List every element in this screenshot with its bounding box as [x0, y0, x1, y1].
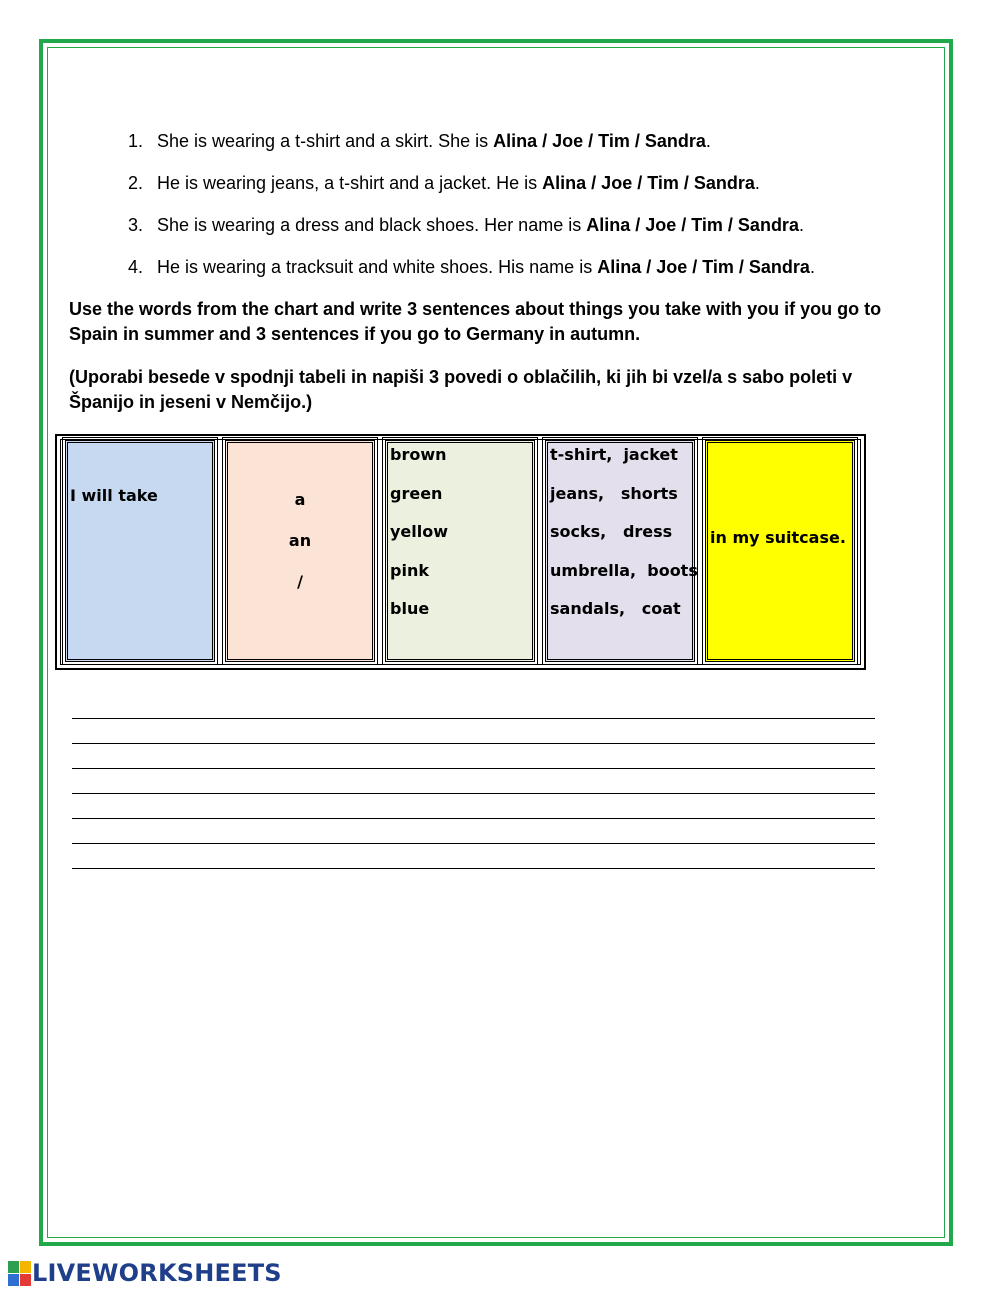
chart-column-ending [705, 440, 855, 662]
writing-line[interactable] [72, 794, 875, 819]
clothes-item: jeans, shorts [550, 483, 678, 503]
writing-line[interactable] [72, 844, 875, 869]
writing-line[interactable] [72, 744, 875, 769]
question-item [128, 254, 908, 280]
liveworksheets-logo-icon [8, 1261, 30, 1285]
chart-column-clothes [545, 440, 698, 662]
question-list [128, 128, 908, 296]
name-options[interactable]: Alina / Joe / Tim / Sandra [597, 257, 810, 277]
colour-list [390, 443, 448, 636]
question-end: . [798, 215, 804, 235]
colour-item: yellow [390, 522, 449, 541]
chart-column-articles [225, 440, 375, 662]
article-item: an [288, 531, 312, 550]
clothes-item: umbrella, boots [550, 560, 698, 580]
writing-area[interactable] [72, 694, 875, 869]
writing-line[interactable] [72, 769, 875, 794]
word-chart [55, 434, 866, 670]
colour-item: blue [390, 599, 430, 618]
colour-item: brown [390, 445, 447, 464]
chart-column-subject [65, 440, 215, 662]
question-item [128, 170, 908, 196]
clothes-item: sandals, coat [550, 599, 681, 618]
question-end: . [754, 173, 760, 193]
writing-line[interactable] [72, 819, 875, 844]
instruction-english: Use the words from the chart and write 3 sentences about things you take with you if you go to Spain in summer and 3 sentences if you go to Germany in autumn. [69, 299, 882, 344]
question-number: 3. [128, 215, 144, 235]
clothes-list [550, 443, 698, 636]
question-end: . [705, 131, 711, 151]
name-options[interactable]: Alina / Joe / Tim / Sandra [542, 173, 755, 193]
liveworksheets-logo [8, 1259, 282, 1287]
name-options[interactable]: Alina / Joe / Tim / Sandra [493, 131, 706, 151]
name-options[interactable]: Alina / Joe / Tim / Sandra [586, 215, 799, 235]
question-text: He is wearing jeans, a t-shirt and a jacket. He is [157, 173, 543, 193]
question-number: 1. [128, 131, 144, 151]
liveworksheets-logo-text: LIVEWORKSHEETS [32, 1259, 282, 1287]
question-text: She is wearing a dress and black shoes. Her name is [157, 215, 587, 235]
article-item: a [294, 490, 306, 509]
chart-ending-text: in my suitcase. [710, 528, 846, 547]
writing-line[interactable] [72, 719, 875, 744]
colour-item: pink [390, 560, 429, 580]
question-number: 2. [128, 173, 144, 193]
question-item [128, 212, 908, 238]
question-end: . [809, 257, 815, 277]
clothes-item: t-shirt, jacket [550, 445, 678, 464]
article-item: / [297, 572, 303, 591]
clothes-item: socks, dress [550, 522, 673, 541]
article-list [228, 488, 372, 611]
question-item [128, 128, 908, 154]
question-text: She is wearing a t-shirt and a skirt. She is [157, 131, 494, 151]
writing-line[interactable] [72, 694, 875, 719]
instruction-slovene: (Uporabi besede v spodnji tabeli in napiši 3 povedi o oblačilih, ki jih bi vzel/a s sabo poleti v Španijo in jeseni v Nemčijo.) [69, 367, 853, 412]
question-text: He is wearing a tracksuit and white shoes. His name is [157, 257, 598, 277]
chart-subject-text: I will take [70, 486, 158, 505]
colour-item: green [390, 483, 443, 503]
question-number: 4. [128, 257, 144, 277]
chart-column-colours [385, 440, 535, 662]
